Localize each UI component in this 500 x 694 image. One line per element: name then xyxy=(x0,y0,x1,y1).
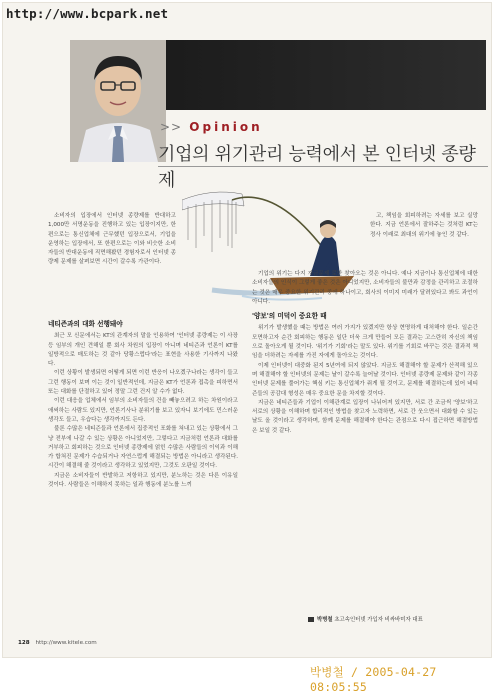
article-header xyxy=(8,32,484,191)
article-title: 기업의 위기관리 능력에서 본 인터넷 종량제 xyxy=(158,144,476,191)
author-photo xyxy=(70,40,166,162)
paragraph: 고, 책임을 회피하려는 자세를 보고 실망한다. 지금 언론에서 잘하주는 것처럼 KT는 정사 이래로 최대의 위기에 놓인 것 같다. xyxy=(370,213,478,238)
paragraph: 이제 인터넷이 대중화 된지 5년여에 되지 않았다. 지금도 해결해야 할 문제가 산적해 있으며 해결해야 할 인터넷의 문제는 날이 갈수록 늘어날 것이다. 인터넷 종량제 문제와 같이 각종 인터넷 문제를 풀어가는 핵심 키는 통신업체가 쥐게 될 것이고, 문제를 해결하는데 있어 네티즌들의 공감대 형성은 매우 중요한 문을 차지할 것이다. xyxy=(252,362,478,397)
paragraph: 위기가 발생했을 때는 방법은 여러 가지가 있겠지만 항상 현명하게 대처해야 한다. 일순간 모면하고자 순간 회피하는 행동은 일단 더욱 크게 만들어 모든 결과는 고스란히 자신의 책임으로 돌아오게 될 것이다. '위기가 기회'라는 말도 있다. 위기를 기회로 바꾸는 것은 결과적 책임을 더하려는 자세를 가진 자에게 돌아오는 것이다. xyxy=(252,325,478,360)
right-top-column xyxy=(370,212,478,240)
scan-timestamp: 박병철 / 2005-04-27 08:05:55 xyxy=(310,665,437,694)
page-footer xyxy=(18,640,97,646)
author-name: 박병철 xyxy=(317,617,333,623)
paragraph: 최근 모 신문에서는 KT의 관계자의 말을 인용하여 '인터넷 종량제는 이 사장 등 임부의 개인 견해일 뿐 회사 차원의 입장이 아니며 네티즌과 언론이 KT를 일방적으로 매도하는 것 같아 당황스럽다'라는 표현을 사용한 기사까지 나왔다. xyxy=(48,333,238,368)
paragraph: 기업의 위기는 다지 자금문제 로만 찾아오는 것은 아니다. 예나 지금이나 통신업체에 대한 소비자들의 인식이 그렇게 좋은 것은 아니었지만, 소비자들의 불만과 감정을 관리하고 조절하는 것은 매우 중요한 위기관리 중에 하나이고, 회사의 이미지 미래가 달려있다고 봐도 과언이 아니다. xyxy=(252,271,478,305)
page-number: 128 xyxy=(18,640,30,646)
paragraph: 이런 대응을 업체에서 임부의 소비자들의 건을 빼놓으려고 하는 차원이라고 애써하는 사람도 있지만, 언론기사나 분위기를 보고 있자니 보기에도 민스러운 생각도 들고, 우습다는 생각까지도 든다. xyxy=(48,398,238,423)
subheading-dialogue: 네티즌과의 대화 선행돼야 xyxy=(48,320,123,328)
section-label xyxy=(160,120,263,134)
title-rule xyxy=(158,166,488,167)
intro-column xyxy=(48,212,176,268)
subheading-concession: '양보'의 미덕이 중요한 때 xyxy=(252,312,327,321)
intro-paragraph: 소비자의 입장에서 인터넷 종량제를 반대하고 1,000만 서명운동을 진행하고 있는 입장이지만, 한편으로는 통신업체에 근무했던 입장으로서, 기업을 운영하는 입장에서, 또 한편으로는 이와 비슷한 소비자들의 반대운동에 직면해봤던 경험자로서 인터넷 종량제 문제를 살펴보면 시간이 갈수록 가관이다. xyxy=(48,213,176,266)
header-dark-band xyxy=(156,40,486,110)
paragraph: 지금은 소비자들이 반발하고 저항하고 있지만, 분노하는 것은 다른 이유일 것이다. 사람들은 이해하지 못하는 일과 행동에 분노를 느끼 xyxy=(48,472,238,489)
section-name: Opinion xyxy=(189,120,263,134)
section-arrows: >> xyxy=(160,120,183,134)
paragraph: 불론 수많은 네티즌들과 언론에서 집중적인 포화를 쳐내고 있는 상황에서 그냥 전부에 나갈 수 있는 상황은 아니었지만, 그렇다고 지금처럼 언론과 대화를 거부하고 회피하는 것으로 인터넷 종량제에 얽힌 수많은 사람들의 이익과 이해가 합쳐진 문제가 수습되거나 자연스럽게 해결되는 방법은 아니라고 생각된다. 시간이 해결해 줄 것이라고 생각하고 있었지만, 그것도 오판일 것이다. xyxy=(48,426,238,470)
byline-marker xyxy=(308,617,314,622)
right-column xyxy=(252,270,478,436)
watermark-url[interactable]: http://www.bcpark.net xyxy=(6,6,169,21)
left-column xyxy=(48,315,238,490)
footer-url[interactable]: http://www.kitele.com xyxy=(35,640,97,646)
author-affiliation: 초고속인터넷 가입자 비싸바미자 대표 xyxy=(334,617,423,623)
paragraph: 지금은 네티즌들과 기업이 이해관계로 입장이 나뉘어져 있지만, 서로 간 조금씩 '양보'하고 서로의 상황을 이해하며 합리적인 방법을 찾고자 노력하면, 서로 간 웃으면서 대화할 수 있는 날도 올 것이라고 생각하며, 함께 문제를 해결해야 한다는 관점으로 다시 접근하면 해결방법은 보일 것 같다. xyxy=(252,399,478,434)
paragraph: 이런 상황이 발생되면 어떻게 되면 이런 반응이 나오겠구나라는 생각이 들고 그런 행동이 보며 이는 것이 일반적인데, 지금은 KT가 언론과 접촉을 피하면서 또는 대화를 단절하고 있어 정말 그런 건지 알 수가 없다. xyxy=(48,370,238,396)
byline xyxy=(308,615,478,623)
